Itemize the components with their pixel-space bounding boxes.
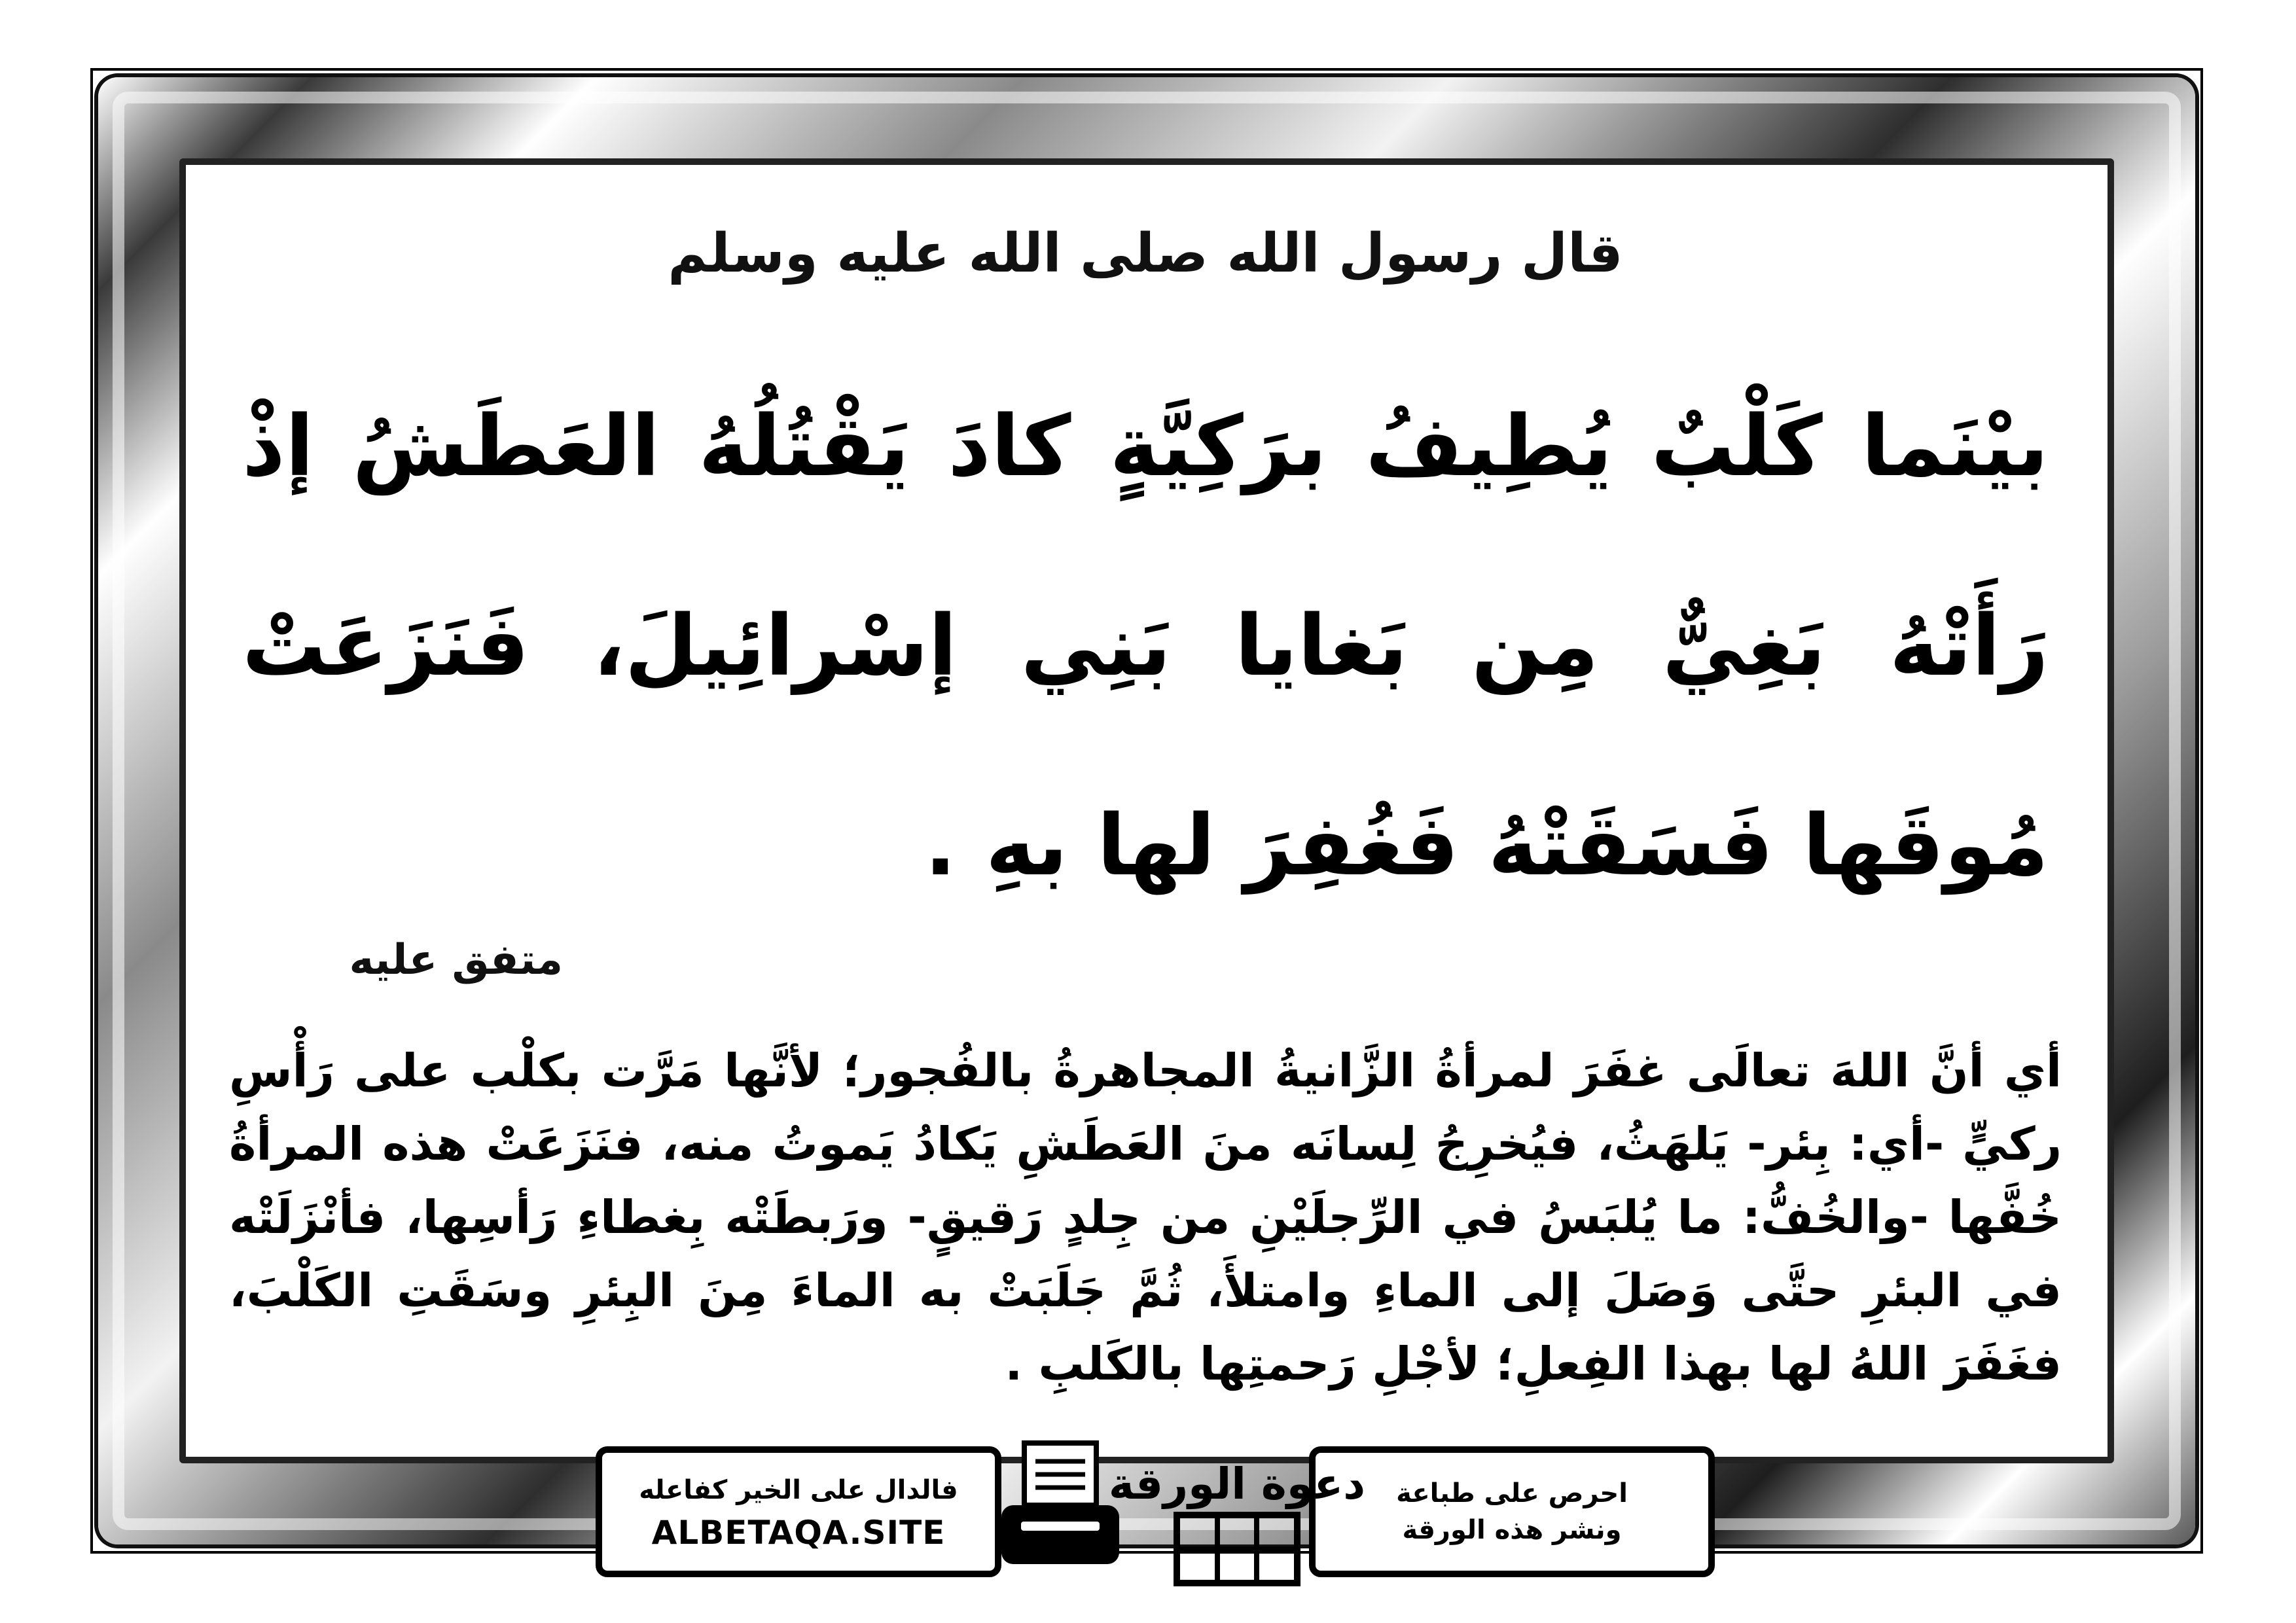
- page-title: قال رسول الله صلى الله عليه وسلم: [668, 223, 1623, 285]
- logo-text: دعوة الورقة: [1108, 1459, 1366, 1509]
- footer-site-link[interactable]: ALBETAQA.SITE: [651, 1514, 946, 1552]
- footer-site-box: [596, 1446, 1001, 1577]
- hadith-source: متفق عليه: [349, 936, 563, 984]
- card-content: [216, 196, 2075, 1440]
- explanation-text: أي أنَّ اللهَ تعالَى غفَرَ لمرأةُ الزَّانيةُ المجاهرةُ بالفُجور؛ لأنَّها مَرَّت بكلْب على رَأْسِ ركيٍّ -أي: بِئر- يَلهَثُ، فيُخرِجُ لِسانَه منَ العَطَشِ يَكادُ يَموتُ منه، فنَزَعَتْ هذه المرأةُ خُفَّها -والخُفُّ: ما يُلبَسُ في الرِّجلَيْنِ من جِلدٍ رَقيقٍ- ورَبطَتْه بِغطاءِ رَأسِها، فأنْزَلَتْه في البئرِ حتَّى وَصَلَ إلى الماءِ وامتلأَ، ثُمَّ جَلَبَتْ به الماءَ مِنَ البِئرِ وسَقَتِ الكَلْبَ، فغَفَرَ اللهُ لها بهذا الفِعلِ؛ لأجْلِ رَحمتِها بالكَلبِ .: [229, 1044, 2062, 1391]
- footer-print-line-1: احرص على طباعة: [1396, 1478, 1628, 1508]
- dawah-logo-icon: [1108, 1436, 1366, 1594]
- footer: [0, 1427, 2296, 1603]
- footer-print-box: [1309, 1446, 1715, 1577]
- hadith-text: بيْنَما كَلْبٌ يُطِيفُ برَكِيَّةٍ كادَ يَقْتُلُهُ العَطَشُ إذْ رَأَتْهُ بَغِيٌّ مِن بَغايا بَنِي إسْرائِيلَ، فَنَزَعَتْ مُوقَها فَسَقَتْهُ فَغُفِرَ لها بهِ .: [242, 398, 2049, 895]
- footer-print-line-2: ونشر هذه الورقة: [1402, 1515, 1622, 1545]
- printer-icon: [995, 1436, 1126, 1574]
- footer-tagline: فالدال على الخير كفاعله: [639, 1475, 958, 1505]
